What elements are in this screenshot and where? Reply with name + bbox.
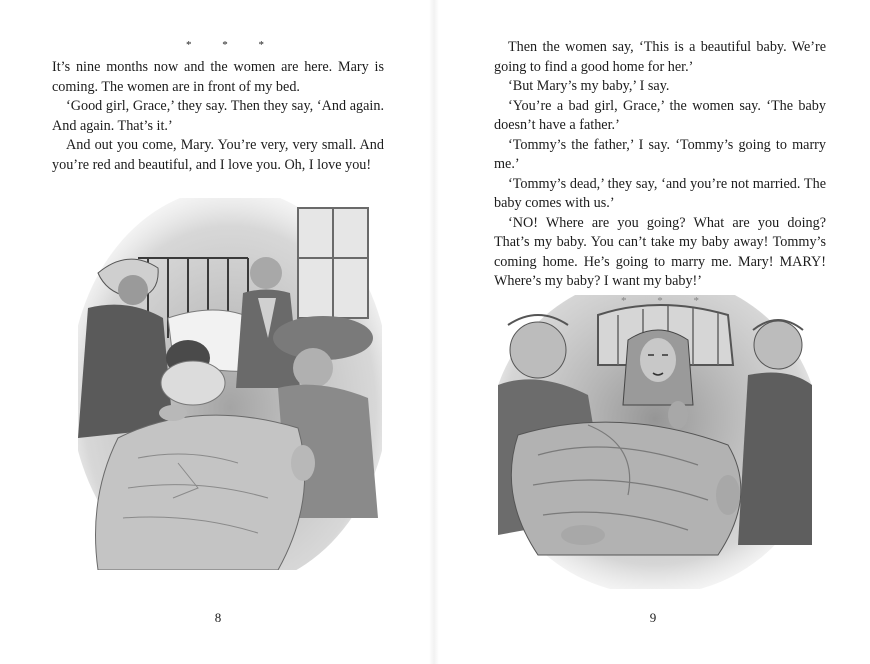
paragraph: And out you come, Mary. You’re very, very small. And you’re red and beautiful, and I love you. Oh, I love you! bbox=[52, 137, 384, 173]
paragraph: It’s nine months now and the women are here. Mary is coming. The women are in front of my bed. bbox=[52, 59, 384, 95]
page-number: 8 bbox=[214, 610, 222, 625]
page-gutter bbox=[429, 0, 439, 664]
right-page-text bbox=[494, 38, 826, 308]
illustration-birth-scene bbox=[78, 198, 382, 570]
right-page bbox=[440, 0, 870, 664]
left-page-text bbox=[52, 58, 384, 175]
paragraph: ‘NO! Where are you going? What are you doing? That’s my baby. You can’t take my baby away! Tommy’s coming home. He’s going to marry me. Mary! MARY! Where’s my baby? I want my baby!’ bbox=[494, 214, 826, 289]
paragraph: ‘Tommy’s the father,’ I say. ‘Tommy’s going to marry me.’ bbox=[494, 136, 826, 172]
paragraph: ‘Tommy’s dead,’ they say, ‘and you’re not married. The baby comes with us.’ bbox=[494, 175, 826, 211]
section-break: * * * bbox=[186, 39, 278, 51]
paragraph: Then the women say, ‘This is a beautiful baby. We’re going to find a good home for her.’ bbox=[494, 39, 826, 75]
paragraph: ‘You’re a bad girl, Grace,’ the women say. ‘The baby doesn’t have a father.’ bbox=[494, 97, 826, 133]
left-page bbox=[0, 0, 430, 664]
pencil-illustration bbox=[78, 198, 382, 570]
paragraph: ‘But Mary’s my baby,’ I say. bbox=[508, 78, 670, 94]
page-number: 9 bbox=[649, 610, 657, 625]
pencil-illustration bbox=[498, 295, 812, 589]
illustration-women-holding-grace bbox=[498, 295, 812, 589]
paragraph: ‘Good girl, Grace,’ they say. Then they say, ‘And again. And again. That’s it.’ bbox=[52, 98, 384, 134]
